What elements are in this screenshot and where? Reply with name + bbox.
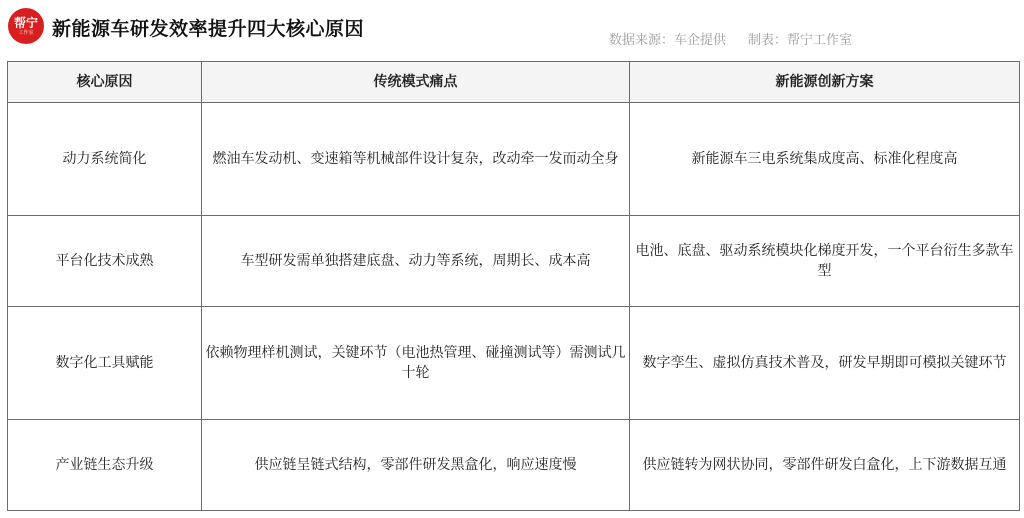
column-header-pain: 传统模式痛点 [202,62,630,103]
reason-cell: 产业链生态升级 [8,420,202,511]
table-row [8,216,1020,307]
reason-cell: 动力系统简化 [8,103,202,216]
logo [8,8,44,44]
column-header-solution: 新能源创新方案 [630,62,1020,103]
solution-cell: 电池、底盘、驱动系统模块化梯度开发，一个平台衍生多款车型 [630,216,1020,307]
producer: 制表：帮宁工作室 [748,33,853,48]
pain-cell: 车型研发需单独搭建底盘、动力等系统，周期长、成本高 [202,216,630,307]
pain-cell: 燃油车发动机、变速箱等机械部件设计复杂，改动牵一发而动全身 [202,103,630,216]
reason-cell: 数字化工具赋能 [8,306,202,419]
meta-info [609,29,852,48]
table-row [8,103,1020,216]
table-header-row [8,62,1020,103]
table-row [8,420,1020,511]
solution-cell: 数字孪生、虚拟仿真技术普及，研发早期即可模拟关键环节 [630,306,1020,419]
reason-cell: 平台化技术成熟 [8,216,202,307]
pain-cell: 依赖物理样机测试，关键环节（电池热管理、碰撞测试等）需测试几十轮 [202,306,630,419]
page-title: 新能源车研发效率提升四大核心原因 [52,18,365,40]
logo-subtext: 工作室 [18,29,34,36]
table-row [8,306,1020,419]
column-header-reason: 核心原因 [8,62,202,103]
comparison-table [7,61,1020,511]
solution-cell: 新能源车三电系统集成度高、标准化程度高 [630,103,1020,216]
logo-text: 帮宁 [13,15,38,30]
data-source: 数据来源：车企提供 [609,33,727,48]
pain-cell: 供应链呈链式结构，零部件研发黑盒化，响应速度慢 [202,420,630,511]
solution-cell: 供应链转为网状协同，零部件研发白盒化，上下游数据互通 [630,420,1020,511]
